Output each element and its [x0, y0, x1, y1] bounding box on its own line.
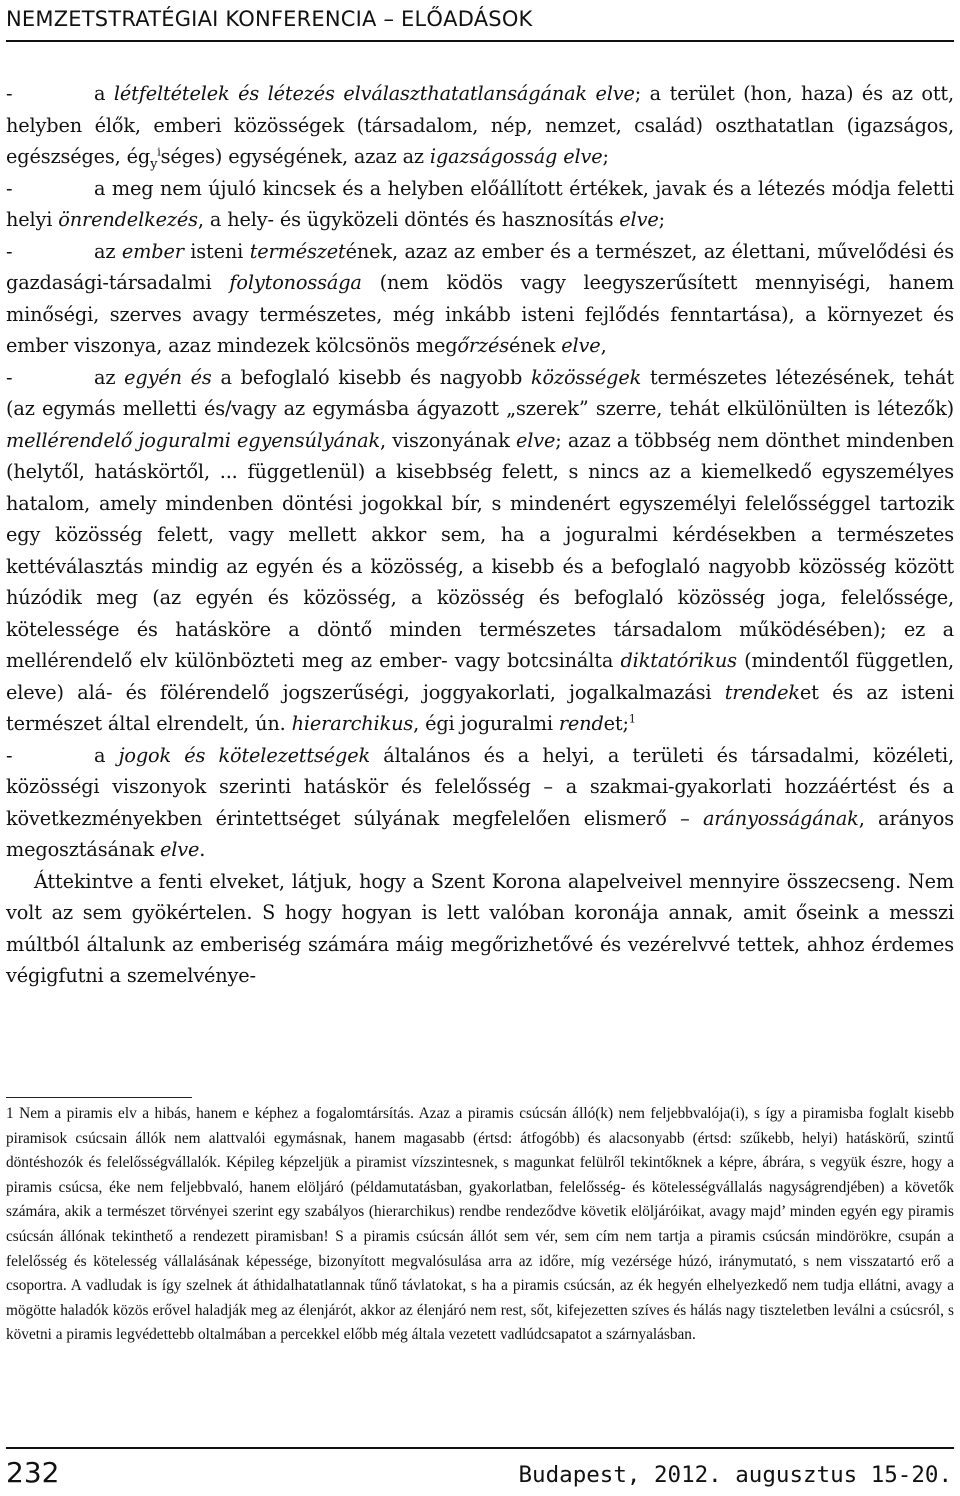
text-run: a [94, 743, 119, 767]
text-run: ; a terület (hon, haza) és az ott, helyben élők, emberi közösségek (társadalom, nép, nemzet, család) oszthatatlan (igazságos, egészséges, ég [6, 82, 954, 168]
emphasis-text: önrendelkezés [58, 208, 198, 231]
list-item-paragraph [6, 362, 954, 740]
text-run: . [199, 838, 206, 861]
running-header: NEMZETSTRATÉGIAI KONFERENCIA – ELŐADÁSOK [6, 7, 533, 31]
emphasis-text: rend [558, 712, 604, 735]
text-run: et és az isteni természet által elrendelt, ún. [6, 680, 955, 735]
emphasis-text: jogok és kötelezettségek [118, 743, 371, 767]
header-divider [6, 40, 954, 42]
emphasis-text: ember [121, 239, 184, 263]
emphasis-text: őrzés [457, 334, 509, 357]
body-paragraph [6, 866, 954, 992]
text-run: általános és a helyi, a területi és társadalmi, közéleti, közösségi viszonyok szerinti hatáskör és felelősség – a szakmai-gyakorlati hozzáértést és a következményekben érintettséget súlyának megfelelően elismerő – [6, 743, 955, 830]
emphasis-text: egyén és [124, 365, 212, 389]
list-item-paragraph [6, 78, 954, 173]
text-run: et; [603, 712, 629, 735]
text-run: , viszonyának [380, 428, 516, 452]
list-dash: - [6, 239, 13, 263]
text-run: az [94, 239, 122, 263]
text-run: , arányos megosztásának [6, 806, 954, 861]
footer-place-date: Budapest, 2012. augusztus 15-20. [518, 1462, 952, 1488]
text-run: ének [508, 334, 562, 357]
list-dash: - [6, 176, 13, 200]
text-run: ; azaz a többség nem dönthet mindenben (helytől, hatáskörtől, ... függetlenül) a kisebbség felett, s nincs az a kiemelkedő egyszemélyes hatalom, amely mindenben döntési jogokkal bír, s mindenért egyszemélyi felelősséggel tartozik egy közösség felett, vagy mellett akkor sem, ha a joguralmi kérdésekben a természetes kettéválasztás mindig az egyén és a közösség, a kisebb és a befoglaló nagyobb közösség között húzódik meg (az egyén és közösség, a közösség és befoglaló közösség joga, felelőssége, kötelessége és hatásköre a döntő minden természetes társadalom működésében); ez a mellérendelő elv különbözteti meg az ember- vagy botcsinálta [6, 428, 954, 672]
emphasis-text: közösségek [530, 365, 642, 389]
text-run: , égi joguralmi [413, 712, 559, 735]
list-dash: - [6, 365, 13, 389]
text-run: ének, azaz az ember és a természet, az élettani, művelődési és gazdasági-társadalmi [6, 239, 954, 294]
emphasis-text: létfeltételek és létezés elválaszthatatlanságának elve [113, 82, 635, 105]
text-run: Áttekintve a fenti elveket, látjuk, hogy a Szent Korona alapelveivel mennyire összecseng. Nem volt az sem gyökértelen. S hogy hogyan is lett valóban koronája annak, amit őseink a messzi múltból általunk az emberiség számára máig megőrizhetővé és vezérelvvé tettek, ahhoz érdemes végigfutni a szemelvénye- [6, 869, 954, 987]
list-dash: - [6, 743, 13, 767]
emphasis-text: hierarchikus [291, 712, 414, 735]
subscript-text: y [150, 156, 158, 172]
text-run: ; [658, 208, 665, 231]
text-run: ; [602, 145, 609, 168]
emphasis-text: arányosságának [702, 806, 859, 830]
text-run: a [94, 82, 114, 105]
text-run: isteni [183, 239, 250, 263]
emphasis-text: folytonossága [229, 271, 362, 294]
emphasis-text: elve [516, 428, 556, 452]
footnote-divider [6, 1097, 192, 1098]
list-item-paragraph [6, 740, 954, 866]
emphasis-text: igazságosság elve [429, 145, 603, 168]
emphasis-text: diktatórikus [620, 649, 737, 672]
list-dash: - [6, 82, 13, 105]
superscript-text: 1 [628, 712, 636, 726]
emphasis-text: elve [561, 334, 601, 357]
text-run: (mindentől független, eleve) alá- és fölérendelő jogszerűségi, joggyakorlati, jogalkalmazási [6, 649, 954, 704]
emphasis-text: elve [619, 208, 659, 231]
text-run: , a hely- és ügyközeli döntés és hasznosítás [197, 208, 620, 231]
text-run: séges) egységének, azaz az [160, 145, 430, 168]
text-run: , [600, 334, 607, 357]
superscript-text: i [157, 145, 161, 159]
text-run: a meg nem újuló kincsek és a helyben előállított értékek, javak és a létezés módja feletti helyi [6, 176, 954, 231]
text-run: természetes létezésének, tehát (az egymás melletti és/vagy az egymásba ágyazott „szerek” szerre, tehát elkülönülten is létezők) [6, 365, 954, 420]
main-body-text [6, 78, 954, 992]
list-item-paragraph [6, 236, 954, 362]
emphasis-text: mellérendelő joguralmi egyensúlyának [6, 428, 381, 452]
text-run: (nem ködös vagy leegyszerűsített mennyiségi, hanem minőségi, szerves avagy természetes, még inkább isteni fejlődés fenntartása), a környezet és ember viszonya, azaz mindezek kölcsönös meg [6, 271, 954, 357]
text-run: a befoglaló kisebb és nagyobb [211, 365, 531, 389]
emphasis-text: elve [159, 838, 200, 861]
emphasis-text: természet [249, 239, 346, 263]
footer-divider [6, 1447, 954, 1449]
list-item-paragraph [6, 173, 954, 236]
footnote-1: 1 Nem a piramis elv a hibás, hanem e képhez a fogalomtársítás. Azaz a piramis csúcsán álló(k) nem feljebbvalója(i), s így a piramisba foglalt kisebb piramisok csúcsain állók nem alattvalói egymásnak, hanem magasabb (értsd: átfogóbb) és alacsonyabb (értsd: szűkebb, helyi) hatáskörű, szintű döntéshozók és felelősségvállalók. Képileg képzeljük a piramist vízszintesnek, s magunkat felülről tekintőknek a képre, ábrára, s vegyük észre, hogy a piramis csúcsa, éke nem feljebbvaló, hanem elöljáró (példamutatásban, gyakorlatban, felelősség- és kötelességvállalás nagyságrendjében) a követők számára, akik a természet törvényei szerint egy szabályos (hierarchikus) rendbe rendeződve követik elöljáróikat, avagy majd’ minden egyén egy piramis csúcsán állónak tekinthető a rendezett piramisban! S a piramis csúcsán állót sem vér, sem cím nem tartja a piramis csúcsán mindörökre, csupán a felelősség és kötelesség vállalásának képessége, bizonyított megvalósulása arra az időre, míg vezérsége húzó, iránymutató, s nem visszatartó erő a csoportra. A vadludak is így szelnek át áthidalhatatlannak tűnő távlatokat, s ha a piramis csúcsán, az ék hegyén elhelyezkedő nem tudja ellátni, avagy a mögötte haladók közös erővel haladják meg az élenjárót, akkor az élenjáró nem rest, sőt, kifejezetten szíves és hálás nagy tiszteletben leválni a csúcsról, s követni a piramis legvédettebb oltalmában a percekkel előbb még általa vezetett vadlúdcsapatot a szárnyalásban. [6, 1105, 954, 1344]
text-run: az [94, 365, 125, 389]
emphasis-text: trendek [724, 680, 800, 704]
page-number: 232 [6, 1456, 60, 1489]
